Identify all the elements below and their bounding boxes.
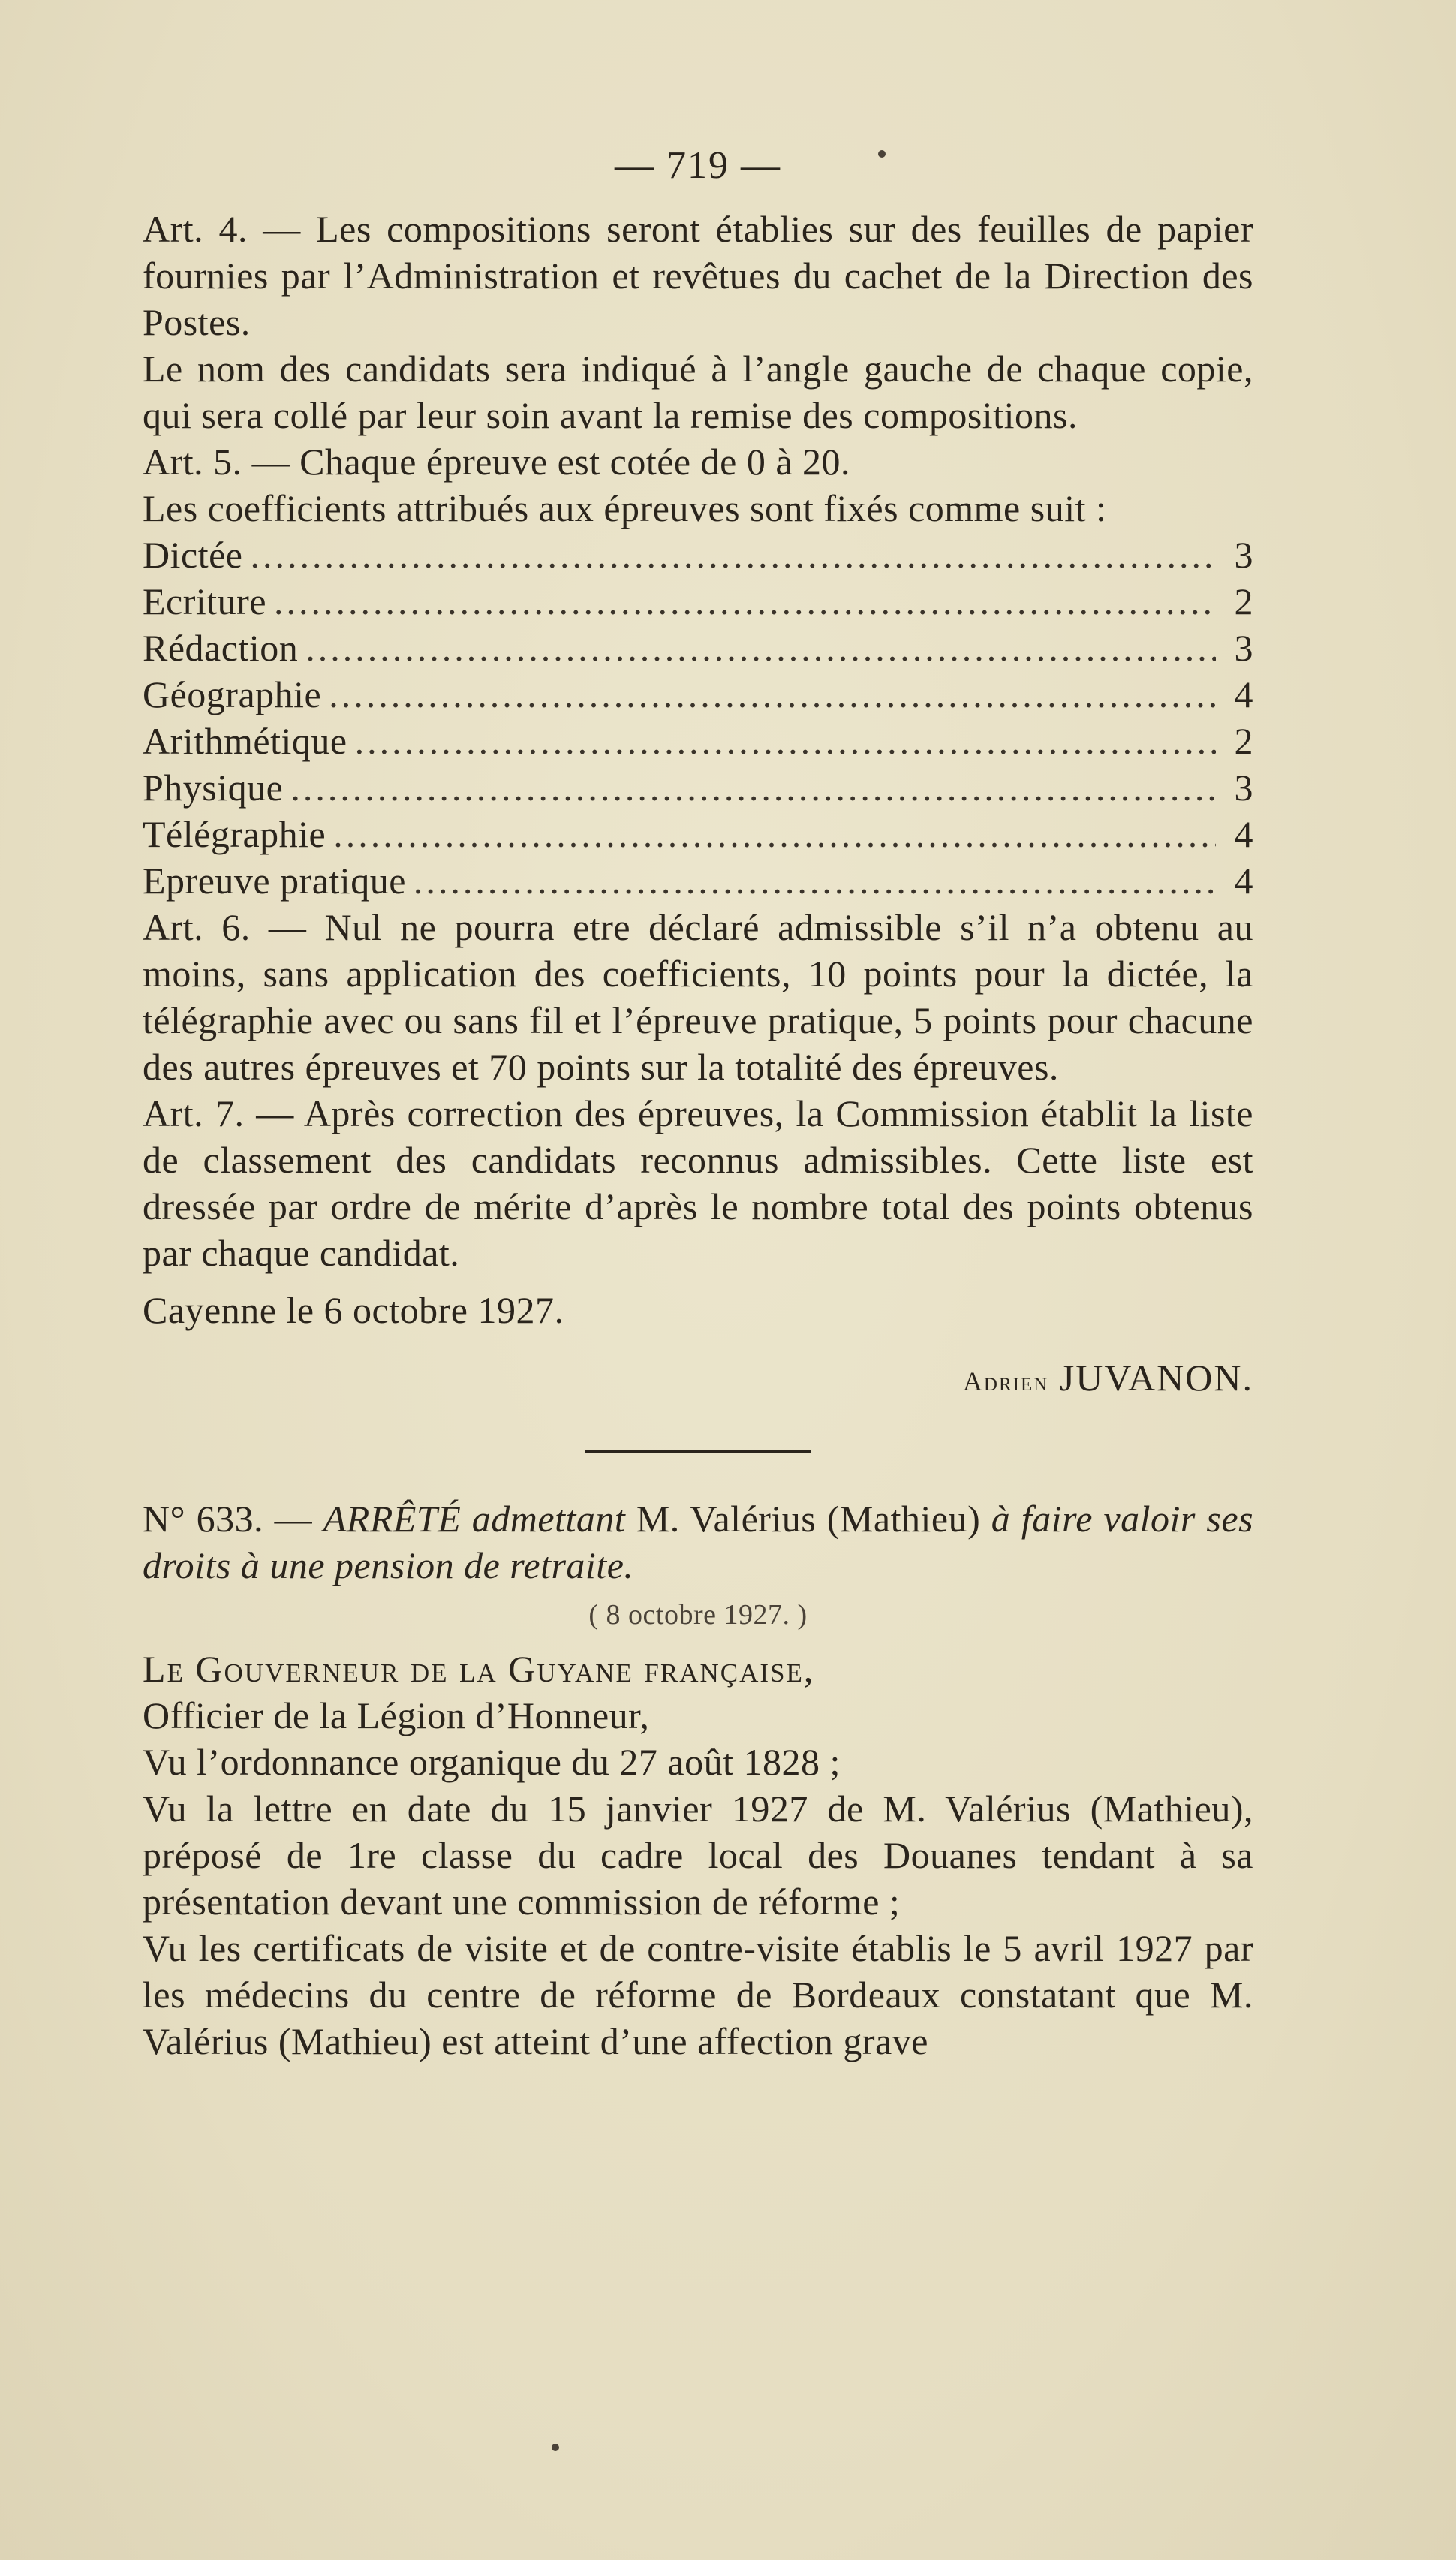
coefficient-row bbox=[143, 857, 1253, 904]
article-4-paragraph-2: Le nom des candidats sera indiqué à l’angle gauche de chaque copie, qui sera collé par leur soin avant la remise des compositions. bbox=[143, 348, 1253, 436]
coefficient-value: 4 bbox=[1234, 673, 1253, 715]
coefficient-list bbox=[143, 532, 1253, 904]
coefficient-name: Epreuve pratique bbox=[143, 860, 406, 902]
coefficient-row bbox=[143, 764, 1253, 811]
decree-title-italic: ARRÊTÉ admettant bbox=[323, 1498, 626, 1540]
dot-leader bbox=[333, 811, 1216, 857]
coefficient-value: 4 bbox=[1234, 813, 1253, 855]
article-6-paragraph: Art. 6. — Nul ne pourra etre déclaré admissible s’il n’a obtenu au moins, sans application des coefficients, 10 points pour la dictée, la télégraphie avec ou sans fil et l’épreuve pratique, 5 points pour chacune des autres épreuves et 70 points sur la totalité des épreuves. bbox=[143, 906, 1253, 1088]
vu-ordonnance: Vu l’ordonnance organique du 27 août 1828 ; bbox=[143, 1741, 841, 1783]
article-5-paragraph-2: Les coefficients attribués aux épreuves sont fixés comme suit : bbox=[143, 487, 1107, 529]
text-block bbox=[143, 143, 1253, 2065]
decree-number: N° 633. — bbox=[143, 1498, 313, 1540]
coefficient-row bbox=[143, 718, 1253, 764]
decree-title-rest: à faire valoir ses droits à une pension de retraite. bbox=[143, 1498, 1254, 1586]
ink-speck bbox=[552, 2444, 559, 2451]
section-divider bbox=[585, 1450, 811, 1453]
coefficient-name: Géographie bbox=[143, 673, 322, 715]
signature-last-name: JUVANON. bbox=[1059, 1357, 1253, 1399]
article-5-paragraph-1: Art. 5. — Chaque épreuve est cotée de 0 à 20. bbox=[143, 441, 851, 483]
decree-heading bbox=[143, 1495, 1253, 1589]
dot-leader bbox=[355, 718, 1216, 764]
article-7-paragraph: Art. 7. — Après correction des épreuves, la Commission établit la liste de classement des candidats reconnus admissibles. Cette liste est dressée par ordre de mérite d’après le nombre total des points obtenus par chaque candidat. bbox=[143, 1092, 1253, 1274]
article-4-paragraph-1: Art. 4. — Les compositions seront établies sur des feuilles de papier fournies par l’Administration et revêtues du cachet de la Direction des Postes. bbox=[143, 208, 1253, 343]
vu-certificats: Vu les certificats de visite et de contre-visite établis le 5 avril 1927 par les médecins du centre de réforme de Bordeaux constatant que M. Valérius (Mathieu) est atteint d’une affection grave bbox=[143, 1927, 1253, 2062]
place-date-signoff: Cayenne le 6 octobre 1927. bbox=[143, 1289, 564, 1331]
dot-leader bbox=[250, 532, 1216, 578]
signature bbox=[143, 1354, 1253, 1405]
governor-line: Le Gouverneur de la Guyane française, bbox=[143, 1648, 815, 1690]
decree-date: ( 8 octobre 1927. ) bbox=[588, 1599, 808, 1631]
coefficient-value: 3 bbox=[1234, 534, 1253, 576]
coefficient-name: Télégraphie bbox=[143, 813, 326, 855]
dot-leader bbox=[414, 857, 1216, 904]
vu-lettre: Vu la lettre en date du 15 janvier 1927 de M. Valérius (Mathieu), préposé de 1re classe du cadre local des Douanes tendant à sa présentation devant une commission de réforme ; bbox=[143, 1787, 1253, 1923]
coefficient-row bbox=[143, 532, 1253, 578]
coefficient-row bbox=[143, 578, 1253, 625]
coefficient-name: Arithmétique bbox=[143, 720, 347, 762]
coefficient-name: Dictée bbox=[143, 534, 243, 576]
coefficient-value: 3 bbox=[1234, 766, 1253, 809]
dot-leader bbox=[290, 764, 1216, 811]
coefficient-value: 2 bbox=[1234, 720, 1253, 762]
dot-leader bbox=[329, 671, 1216, 718]
page-number: — 719 — bbox=[615, 144, 781, 187]
coefficient-row bbox=[143, 625, 1253, 671]
coefficient-value: 2 bbox=[1234, 580, 1253, 622]
decree-person-name: M. Valérius (Mathieu) bbox=[636, 1498, 981, 1540]
coefficient-value: 4 bbox=[1234, 860, 1253, 902]
coefficient-name: Ecriture bbox=[143, 580, 267, 622]
coefficient-row bbox=[143, 671, 1253, 718]
coefficient-name: Rédaction bbox=[143, 627, 299, 669]
officer-line: Officier de la Légion d’Honneur, bbox=[143, 1694, 650, 1736]
coefficient-row bbox=[143, 811, 1253, 857]
coefficient-value: 3 bbox=[1234, 627, 1253, 669]
coefficient-name: Physique bbox=[143, 766, 284, 809]
signature-first-name: Adrien bbox=[962, 1366, 1049, 1396]
dot-leader bbox=[274, 578, 1216, 625]
dot-leader bbox=[305, 625, 1216, 671]
